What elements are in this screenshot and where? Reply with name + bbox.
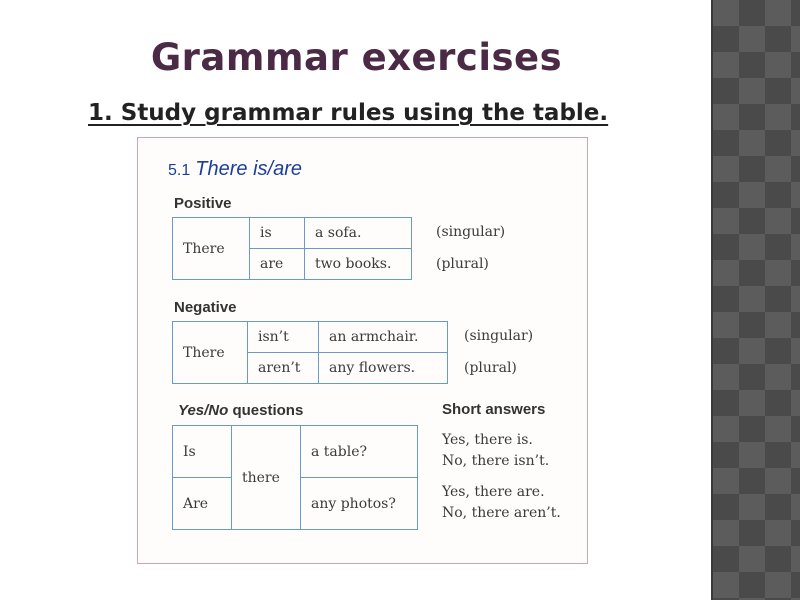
short-answer-2: No, there isn’t.	[442, 453, 550, 469]
negative-heading: Negative	[174, 299, 237, 316]
positive-table	[172, 217, 412, 280]
negative-verb-2: aren’t	[248, 353, 319, 384]
positive-object-1: a sofa.	[305, 218, 412, 249]
questions-heading	[178, 402, 303, 419]
positive-subject: There	[173, 218, 250, 280]
question-object-1: a table?	[301, 426, 418, 478]
grammar-table-panel	[137, 137, 588, 564]
short-answer-1: Yes, there is.	[442, 432, 533, 448]
section-title: There is/are	[195, 158, 302, 180]
positive-verb-2: are	[250, 249, 305, 280]
questions-heading-italic: Yes/No	[178, 402, 229, 419]
negative-note-1: (singular)	[464, 328, 534, 344]
positive-object-2: two books.	[305, 249, 412, 280]
question-verb-2: Are	[173, 478, 232, 530]
decorative-pattern-strip	[713, 0, 800, 600]
negative-note-2: (plural)	[464, 360, 517, 376]
slide-title: Grammar exercises	[150, 36, 563, 79]
section-number: 5.1	[168, 162, 191, 179]
short-answers-heading: Short answers	[442, 401, 546, 418]
positive-note-1: (singular)	[436, 224, 506, 240]
negative-subject: There	[173, 322, 248, 384]
negative-verb-1: isn’t	[248, 322, 319, 353]
questions-heading-rest: questions	[228, 402, 304, 419]
positive-verb-1: is	[250, 218, 305, 249]
short-answer-4: No, there aren’t.	[442, 505, 561, 521]
positive-note-2: (plural)	[436, 256, 489, 272]
question-object-2: any photos?	[301, 478, 418, 530]
section-heading	[168, 158, 302, 181]
question-verb-1: Is	[173, 426, 232, 478]
positive-heading: Positive	[174, 195, 232, 212]
negative-object-2: any flowers.	[319, 353, 448, 384]
question-there: there	[232, 426, 301, 530]
slide-subtitle: 1. Study grammar rules using the table.	[88, 100, 609, 126]
negative-table	[172, 321, 448, 384]
questions-table	[172, 425, 418, 530]
short-answer-3: Yes, there are.	[442, 484, 545, 500]
negative-object-1: an armchair.	[319, 322, 448, 353]
